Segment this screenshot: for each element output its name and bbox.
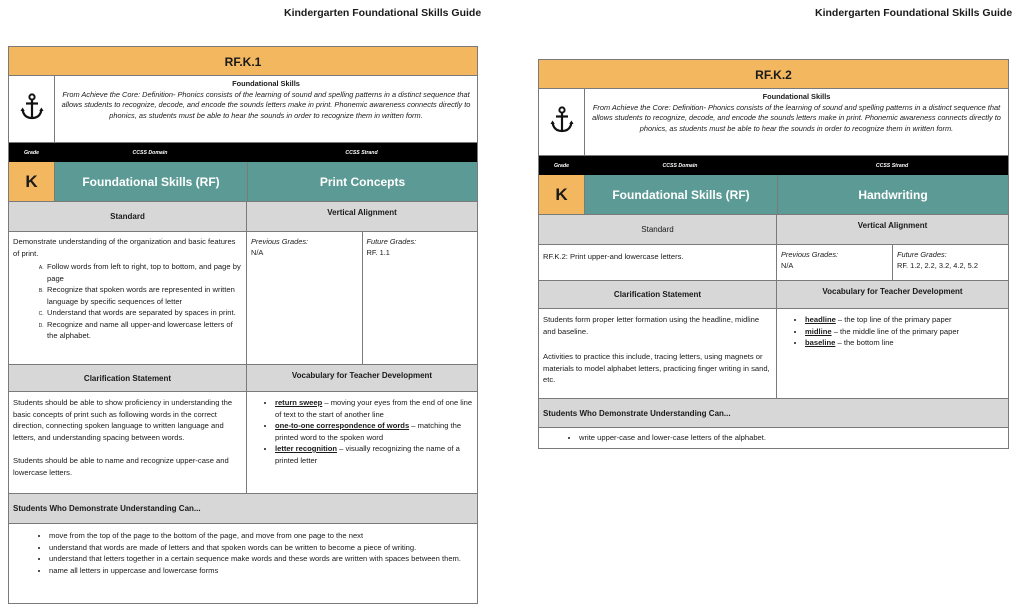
vocabulary-term: headline <box>805 315 836 324</box>
vertical-alignment-header: Vertical Alignment <box>327 208 397 217</box>
vocabulary-term: one-to-one correspondence of words <box>275 421 410 430</box>
vocabulary-term: midline <box>805 326 832 336</box>
future-grades-label: Future Grades: <box>897 250 947 259</box>
domain-value: Foundational Skills (RF) <box>585 175 778 214</box>
standard-list <box>13 261 242 342</box>
standard-text: Demonstrate understanding of the organization and basic features of print. <box>13 237 236 258</box>
future-grades-cell <box>362 232 478 364</box>
clarification-paragraph: Students should be able to show proficiency in understanding the basic concepts of print such as following words in the correct direction, connecting spoken language to written language and letters, and understanding spacing between words. <box>13 398 233 442</box>
clarification-cell <box>539 309 777 398</box>
demonstrate-header: Students Who Demonstrate Understanding Can... <box>9 494 477 524</box>
vocabulary-term: letter recognition <box>275 444 338 453</box>
anchor-icon <box>550 106 574 139</box>
standard-item: D. Recognize and name all upper-and lowercase letters of the alphabet. <box>45 319 242 342</box>
definition-body: From Achieve the Core: Definition- Phonics consists of the learning of sound and spelling patterns in a distinct sequence that allows students to recognize, decode, and encode the sounds letters make in print. Phonemic awareness connects directly to phonics, as students must be able to hear the sounds in order to recognize them in written form. <box>592 102 1001 133</box>
future-grades-label: Future Grades: <box>366 237 417 246</box>
grade-value: K <box>9 162 55 201</box>
label-row <box>539 156 1008 175</box>
demonstrate-cell <box>539 428 1008 444</box>
vocabulary-definition: – the middle line of the primary paper <box>831 326 960 336</box>
vocabulary-term: baseline <box>805 338 836 347</box>
demonstrate-header: Students Who Demonstrate Understanding Can... <box>539 399 1008 428</box>
clarification-header: Clarification Statement <box>9 365 247 391</box>
description-row <box>539 89 1008 156</box>
domain-value: Foundational Skills (RF) <box>55 162 248 201</box>
standard-content-row <box>539 245 1008 281</box>
vocabulary-cell <box>777 309 1008 398</box>
strand-value: Handwriting <box>778 175 1008 214</box>
standard-cell <box>539 245 777 280</box>
standard-cell <box>9 232 247 364</box>
vertical-alignment-cell <box>247 232 477 364</box>
anchor-cell <box>539 89 585 155</box>
grade-domain-strand-row <box>9 162 477 202</box>
clarification-content-row <box>539 309 1008 399</box>
standard-card-rf-k-1 <box>8 46 478 604</box>
vocabulary-item <box>275 420 473 443</box>
grade-domain-strand-row <box>539 175 1008 215</box>
previous-grades-cell <box>247 232 362 364</box>
vertical-alignment-header: Vertical Alignment <box>857 221 928 230</box>
future-grades-value: RF. 1.2, 2.2, 3.2, 4.2, 5.2 <box>897 261 978 270</box>
domain-label: CCSS Domain <box>132 149 168 156</box>
vocabulary-header: Vocabulary for Teacher Development <box>291 371 433 380</box>
standard-content-row <box>9 232 477 365</box>
standard-text: RF.K.2: Print upper-and lowercase letters. <box>543 252 684 261</box>
vocabulary-item <box>275 397 473 420</box>
demonstrate-item: • understand that letters together in a certain sequence make words and these words are written with spaces between them. <box>49 553 473 565</box>
future-grades-cell <box>892 245 1008 280</box>
previous-grades-value: N/A <box>251 248 264 257</box>
demonstrate-list <box>543 432 1004 444</box>
standard-code-header <box>539 60 1008 89</box>
clarification-paragraph: Students form proper letter formation using the headline, midline and baseline. <box>543 315 760 336</box>
demonstrate-item: • write upper-case and lower-case letters of the alphabet. <box>579 432 1004 444</box>
standard-card-rf-k-2 <box>538 59 1009 449</box>
vocabulary-definition: – the top line of the primary paper <box>835 315 952 324</box>
strand-label: CCSS Strand <box>875 162 909 169</box>
clarification-header-row <box>9 365 477 392</box>
vocabulary-definition: – matching the printed word to the spoken word <box>275 421 462 442</box>
clarification-header: Clarification Statement <box>539 281 777 308</box>
clarification-paragraph: Students should be able to name and recognize upper-case and lowercase letters. <box>13 456 229 477</box>
vocabulary-list <box>255 397 473 466</box>
definition-title: Foundational Skills <box>232 79 300 88</box>
demonstrate-cell <box>9 524 477 576</box>
grade-label: Grade <box>24 149 39 156</box>
clarification-cell <box>9 392 247 493</box>
standard-code: RF.K.2 <box>755 68 792 82</box>
page-title-left: Kindergarten Foundational Skills Guide <box>284 7 482 19</box>
definition-title: Foundational Skills <box>762 92 831 101</box>
definition-text <box>55 76 477 142</box>
strand-label: CCSS Strand <box>345 149 378 156</box>
grade-label: Grade <box>554 162 569 169</box>
vocabulary-term: return sweep <box>275 398 323 407</box>
strand-value: Print Concepts <box>248 162 477 201</box>
page-title-right: Kindergarten Foundational Skills Guide <box>815 7 1013 19</box>
standard-item: A. Follow words from left to right, top to bottom, and page by page <box>45 261 242 284</box>
vocabulary-item <box>275 443 473 466</box>
vocabulary-list <box>785 314 1004 349</box>
vocabulary-item <box>805 337 1004 349</box>
clarification-content-row <box>9 392 477 494</box>
standard-header: Standard <box>539 215 777 244</box>
future-grades-value: RF. 1.1 <box>366 248 390 257</box>
previous-grades-value: N/A <box>781 261 794 270</box>
vocabulary-cell <box>247 392 477 493</box>
vocabulary-definition: – moving your eyes from the end of one line of text to the start of another line <box>275 398 473 419</box>
standard-item: C. Understand that words are separated by spaces in print. <box>45 307 242 319</box>
definition-body: From Achieve the Core: Definition- Phonics consists of the learning of sound and spelling patterns in a distinct sequence that allows students to recognize, decode, and encode the sounds letters make in print. Phonemic awareness connects directly to phonics, as students must be able to hear the sounds in order to recognize them in written form. <box>61 89 471 120</box>
standard-code: RF.K.1 <box>224 55 262 69</box>
anchor-icon <box>20 93 44 126</box>
previous-grades-label: Previous Grades: <box>781 250 839 259</box>
standard-item: B. Recognize that spoken words are represented in written language by specific sequences of letter <box>45 284 242 307</box>
vocabulary-definition: – the bottom line <box>835 338 894 347</box>
demonstrate-item: • move from the top of the page to the bottom of the page, and move from one page to the next <box>49 530 473 542</box>
standard-header: Standard <box>9 202 247 231</box>
anchor-cell <box>9 76 55 142</box>
vocabulary-item <box>805 314 1004 326</box>
demonstrate-item: • name all letters in uppercase and lowercase forms <box>49 565 473 577</box>
previous-grades-label: Previous Grades: <box>251 237 309 246</box>
vocabulary-item <box>805 326 1004 338</box>
standard-header-row <box>9 202 477 232</box>
vocabulary-header: Vocabulary for Teacher Development <box>822 287 963 296</box>
description-row <box>9 76 477 143</box>
clarification-header-row <box>539 281 1008 309</box>
demonstrate-item: • understand that words are made of letters and that spoken words can be written to become a piece of writing. <box>49 542 473 554</box>
vocabulary-definition: – visually recognizing the name of a printed letter <box>275 444 460 465</box>
standard-code-header <box>9 47 477 76</box>
vertical-alignment-cell <box>777 245 1008 280</box>
standard-header-row <box>539 215 1008 245</box>
demonstrate-list <box>13 530 473 576</box>
domain-label: CCSS Domain <box>662 162 698 169</box>
previous-grades-cell <box>777 245 892 280</box>
definition-text <box>585 89 1008 155</box>
label-row <box>9 143 477 162</box>
clarification-paragraph: Activities to practice this include, tracing letters, using magnets or materials to model alphabet letters, practicing finger writing in sand, etc. <box>543 352 770 384</box>
grade-value: K <box>539 175 585 214</box>
